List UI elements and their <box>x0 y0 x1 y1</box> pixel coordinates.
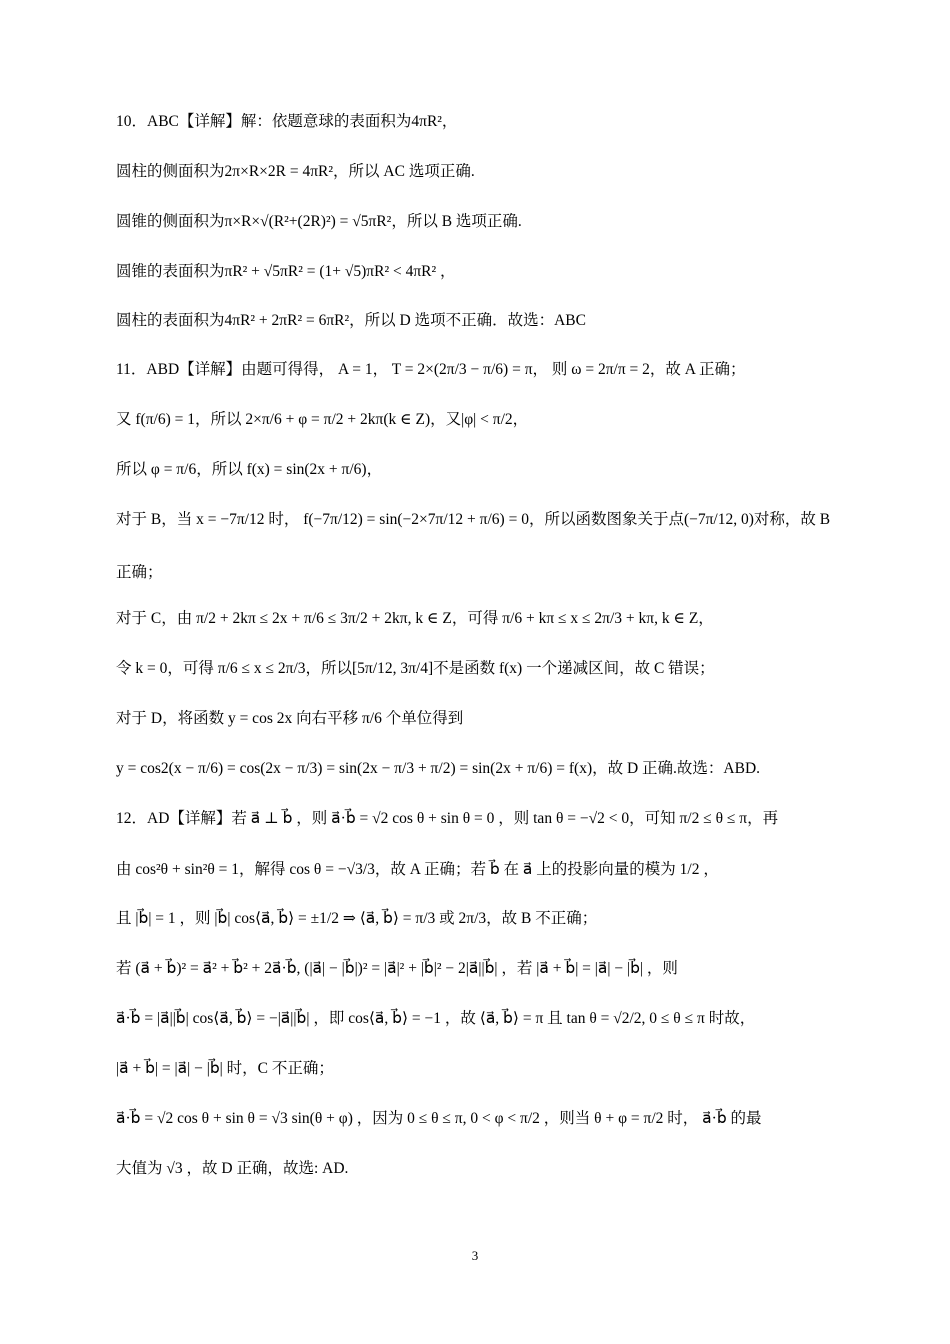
line-cone-surface-area: 圆锥的表面积为πR² + √5πR² = (1+ √5)πR² < 4πR² ， <box>116 263 456 280</box>
line-cone-lateral-area: 圆锥的侧面积为π×R×√(R²+(2R)²) = √5πR²，所以 B 选项正确. <box>116 213 522 230</box>
line-q10-sphere-area: 10．ABC【详解】解：依题意球的表面积为4πR²， <box>116 113 458 130</box>
line-q12-option-d: a⃗·b⃗ = √2 cos θ + sin θ = √3 sin(θ + φ) ，因为 0 ≤ θ ≤ π, 0 < φ < π/2 ，则当 θ + φ = π/2 时， a⃗·b⃗ 的最 <box>116 1110 762 1127</box>
line-cylinder-lateral-area: 圆柱的侧面积为2π×R×2R = 4πR²，所以 AC 选项正确. <box>116 163 475 180</box>
line-q12-option-a-cont: 由 cos²θ + sin²θ = 1，解得 cos θ = −√3/3，故 A 正确；若 b⃗ 在 a⃗ 上的投影向量的模为 1/2 ， <box>116 861 719 878</box>
line-q11-option-b: 对于 B，当 x = −7π/12 时， f(−7π/12) = sin(−2×7π/12 + π/6) = 0，所以函数图象关于点(−7π/12, 0)对称，故 B <box>116 511 831 528</box>
line-q11-option-d-derivation: y = cos2(x − π/6) = cos(2x − π/3) = sin(2x − π/3 + π/2) = sin(2x + π/6) = f(x)，故 D 正确.故选：ABD. <box>116 760 761 777</box>
line-q12-option-a: 12．AD【详解】若 a⃗ ⊥ b⃗ ，则 a⃗·b⃗ = √2 cos θ + sin θ = 0 ，则 tan θ = −√2 < 0，可知 π/2 ≤ θ ≤ π，再 <box>116 810 779 827</box>
line-q11-function: 所以 φ = π/6，所以 f(x) = sin(2x + π/6)， <box>116 461 383 478</box>
line-q12-option-c: 若 (a⃗ + b⃗)² = a⃗² + b⃗² + 2a⃗·b⃗, (|a⃗| − |b⃗|)² = |a⃗|² + |b⃗|² − 2|a⃗||b⃗| ，若 |a⃗ + b⃗| = |a⃗| − |b⃗| ，则 <box>116 960 678 977</box>
line-cylinder-surface-area: 圆柱的表面积为4πR² + 2πR² = 6πR²，所以 D 选项不正确．故选：ABC <box>116 312 586 329</box>
line-q11-phase: 又 f(π/6) = 1，所以 2×π/6 + φ = π/2 + 2kπ(k ∈ Z)，又|φ| < π/2， <box>116 411 529 428</box>
line-q12-option-c-conclusion: |a⃗ + b⃗| = |a⃗| − |b⃗| 时，C 不正确； <box>116 1060 334 1077</box>
line-q11-option-b-cont: 正确； <box>116 564 163 581</box>
line-q11-option-c: 对于 C，由 π/2 + 2kπ ≤ 2x + π/6 ≤ 3π/2 + 2kπ, k ∈ Z，可得 π/6 + kπ ≤ x ≤ 2π/3 + kπ, k ∈ Z， <box>116 610 714 627</box>
line-q12-option-b: 且 |b⃗| = 1 ，则 |b⃗| cos⟨a⃗, b⃗⟩ = ±1/2 ⇒ ⟨a⃗, b⃗⟩ = π/3 或 2π/3，故 B 不正确； <box>116 910 598 927</box>
line-q11-period: 11．ABD【详解】由题可得得， A = 1， T = 2×(2π/3 − π/6) = π， 则 ω = 2π/π = 2，故 A 正确； <box>116 361 746 378</box>
line-q12-option-c-cont: a⃗·b⃗ = |a⃗||b⃗| cos⟨a⃗, b⃗⟩ = −|a⃗||b⃗| ，即 cos⟨a⃗, b⃗⟩ = −1 ，故 ⟨a⃗, b⃗⟩ = π 且 tan θ = √2/2, 0 ≤ θ ≤ π 时故， <box>116 1010 756 1027</box>
line-q11-option-d: 对于 D，将函数 y = cos 2x 向右平移 π/6 个单位得到 <box>116 710 464 727</box>
line-q11-option-c-cont: 令 k = 0，可得 π/6 ≤ x ≤ 2π/3，所以[5π/12, 3π/4]不是函数 f(x) 一个递减区间，故 C 错误； <box>116 660 715 677</box>
page-number: 3 <box>471 1248 479 1263</box>
line-q12-conclusion: 大值为 √3 ，故 D 正确，故选: AD. <box>116 1160 349 1177</box>
